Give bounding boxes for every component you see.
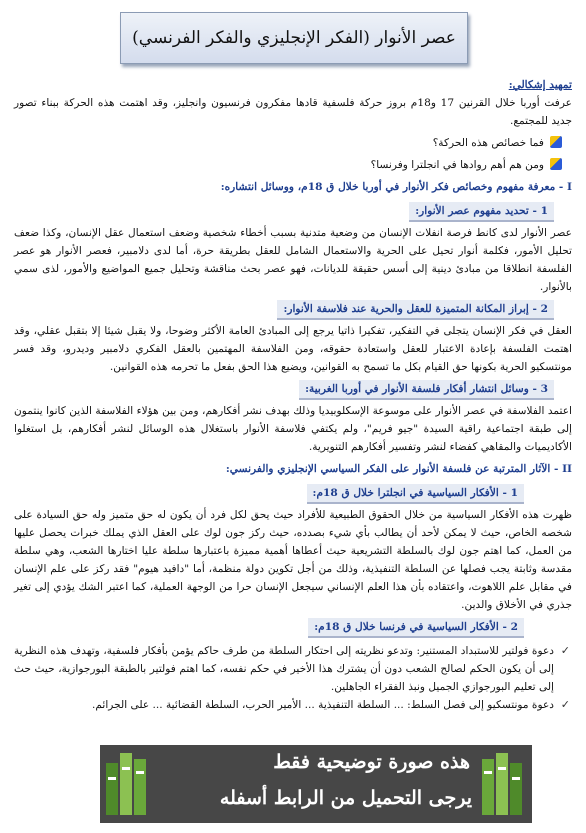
part1-heading: I - معرفة مفهوم وخصائص فكر الأنوار في أوربا خلال ق 18م، ووسائل انتشاره:: [220, 181, 572, 193]
watermark-line-1: هذه صورة توضيحية فقط: [273, 751, 470, 773]
intro-question-2: [14, 156, 572, 174]
part1-s1-text: عصر الأنوار لدى كانط فرصة انفلات الإنسان من وضعية متدنية بسبب أخطاء شخصية وضعف استعمال عقل الإنسان، وكذا ضعف تحليل الأمور، فكلمة أنوار تحيل على الحرية والاستعمال الشامل للعقل بطريقة حرة، أما لدى دلامبير، فعصر الأنوار هو عصر الفلسفة انطلاقا من مبادئ دينية إلى أسس حقيقة للديانات، فهو عصر بحث مناقشة وتحليل جميع المواضيع والأمور، لذى سمي بالأنوار.: [14, 227, 572, 293]
part1-s2-text: العقل في فكر الإنسان يتجلى في التفكير، تفكيرا ذاتيا يرجع إلى المبادئ العامة الأكثر وضوحا، ولا يقبل شيئا إلا بتقبل عقلي، وقد اهتمت الفلسفة بإعادة الاعتبار للعقل واستعادة حقوقه، ومن الفلاسفة المهتمين بالعقل الفكري دلامبير وديدرو، وقد فسر مونتسكيو الحرية بكونها حق القيام بكل ما تسمح به القوانين، ويضيع هذا الحق بفعل ما تحرمه هذه القوانين.: [14, 325, 572, 373]
part1-s3-heading: 3 - وسائل انتشار أفكار فلسفة الأنوار في أوربا الغربية:: [299, 380, 554, 400]
intro-text: عرفت أوربا خلال القرنين 17 و18م بروز حركة فلسفية قادها مفكرون فرنسيون وانجليز، وقد اهتمت هذه الحركة ببناء تصور جديد للمجتمع.: [14, 97, 572, 127]
watermark-line-2: يرجى التحميل من الرابط أسفله: [219, 787, 472, 809]
list-item-text: دعوة مونتسكيو إلى فصل السلط: ... السلطة التنفيذية ... الأمير الحرب، السلطة القضائية ... على الجرائم.: [91, 699, 554, 711]
list-item: [14, 696, 572, 714]
list-item: [14, 642, 572, 696]
part2-s2-list: [14, 642, 572, 714]
intro-question-1: [14, 134, 572, 152]
part2-s1-heading: 1 - الأفكار السياسية في انجلترا خلال ق 18م:: [307, 484, 524, 504]
question-text: فما خصائص هذه الحركة؟: [432, 137, 544, 149]
books-icon: [102, 749, 154, 819]
checkmark-icon: ✓: [560, 644, 570, 657]
intro-heading: تمهيد إشكالي:: [508, 79, 572, 91]
part2-s1-text: ظهرت هذه الأفكار السياسية من خلال الحقوق الطبيعية للأفراد حيث يحق لكل فرد أن يكون له حق متميز وله حق السيادة على شخصه الخاص، حيث لا يمكن لأحد أن يطالب بأي شيء بصدده، حيث ركز جون لوك على العقل الذي يملك خبرات يحصل عليها من العمل، كما اهتم جون لوك بالسلطة التشريعية حيث أعطاها أهمية مميزة باعتبارها سلطة عليا اختارها الشعب، وهي سلطة مقدسة وثابتة يجب فصلها عن السلطة التنفيذية، وذلك من أجل تكوين دولة منظمة، أما "دافيد هيوم" فقد ركز على علم الإنسان في مقابل علم اللاهوت، واعتقاده بأن هذا العلم الإنساني سيجعل الإنسان حرا من الوجهة العملية، كما اعتبر الشك يؤدي إلى تغير جذري في الأخلاق والدين.: [14, 509, 572, 611]
bullet-arrow-icon: [550, 136, 562, 148]
part1-s1-heading: 1 - تحديد مفهوم عصر الأنوار:: [409, 202, 554, 222]
part1-s2-heading: 2 - إبراز المكانة المتميزة للعقل والحرية عند فلاسفة الأنوار:: [277, 300, 554, 320]
list-item-text: دعوة فولتير للاستبداد المستنير: وتدعو نظريته إلى احتكار السلطة من طرف حاكم يؤمن بأفكار فلسفية، وتهدف هذه النظرية إلى أن يكون الحكم لصالح الشعب دون أن يشترك هذا الأخير في حكم نفسه، كما اهتم فولتير بالطبقة البورجوازية، حيث حث إلى تعليم البورجوازي الجميل ونبذ الفقراء الجاهلين.: [14, 645, 554, 693]
checkmark-icon: ✓: [560, 698, 570, 711]
page-title: عصر الأنوار (الفكر الإنجليزي والفكر الفرنسي): [120, 12, 468, 64]
bullet-arrow-icon: [550, 158, 562, 170]
document-body: [14, 72, 572, 714]
part2-heading: II - الآثار المترتبة عن فلسفة الأنوار على الفكر السياسي الإنجليزي والفرنسي:: [225, 463, 572, 475]
question-text: ومن هم أهم روادها في انجلترا وفرنسا؟: [370, 159, 544, 171]
watermark-banner: [100, 745, 532, 823]
books-icon: [478, 749, 530, 819]
part2-s2-heading: 2 - الأفكار السياسية في فرنسا خلال ق 18م:: [308, 618, 524, 638]
part1-s3-text: اعتمد الفلاسفة في عصر الأنوار على موسوعة الإسكلوبيديا وذلك بهدف نشر أفكارهم، ومن بين هؤلاء الفلاسفة الذين كانوا ينتمون إلى طبقة اجتماعية راقية السيدة "جيو فريم"، ولم يكتفي فلاسفة الأنوار باستغلال هذه الوسائل لنشر أفكارهم، بل استغلوا الأكاديميات والمقاهي كفضاء لنشر وتفسير أفكارهم التنويرية.: [14, 405, 572, 453]
